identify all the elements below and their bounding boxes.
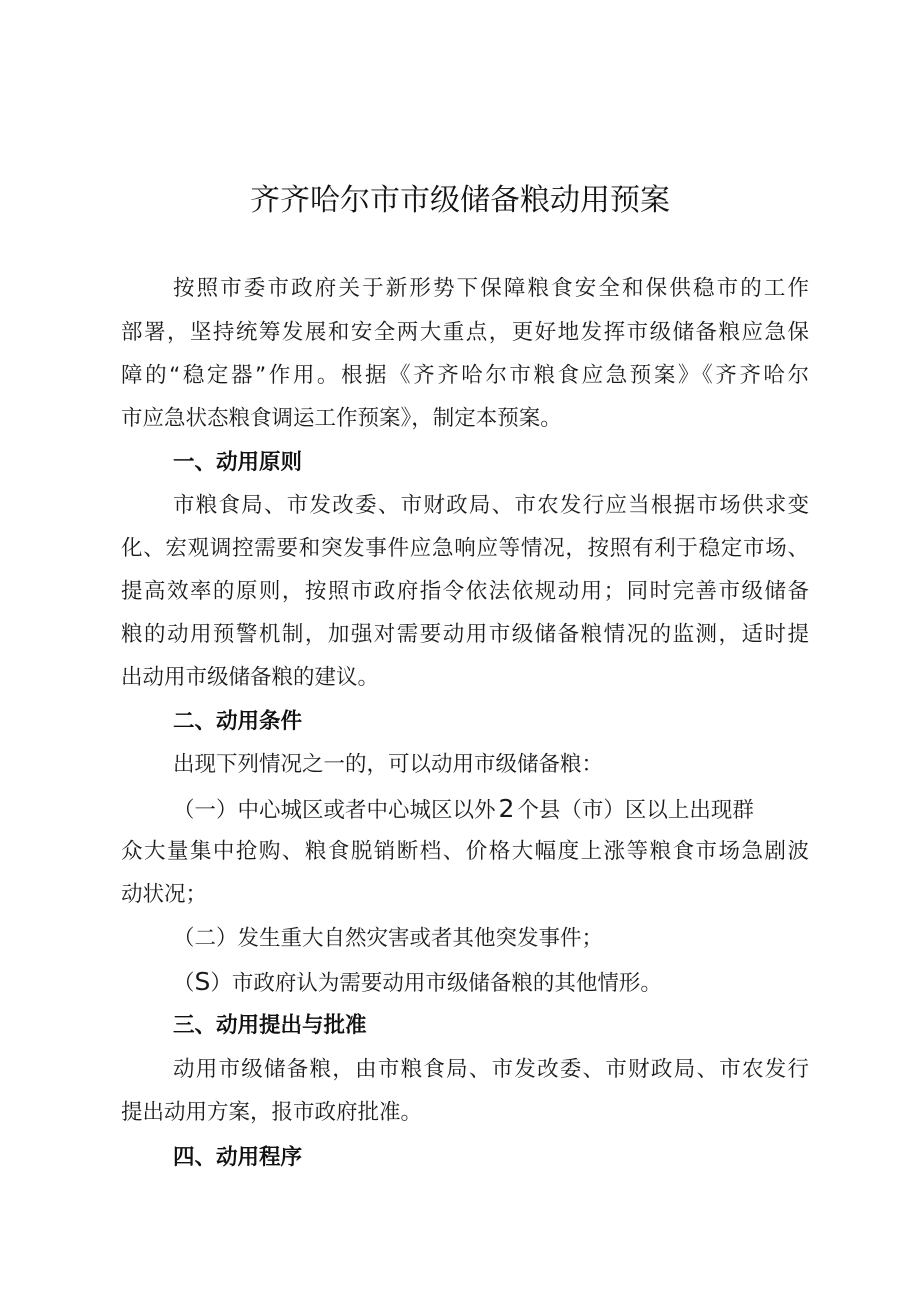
condition-item-3: [173, 967, 662, 999]
condition-item-3-open: （: [173, 971, 195, 996]
section-heading-procedure: 四、动用程序: [173, 1145, 303, 1170]
section-heading-approval: 三、动用提出与批准: [173, 1013, 367, 1038]
principles-line-5: 出动用市级储备粮的建议。: [121, 665, 380, 690]
condition-item-1-line-3: 动状况；: [121, 882, 208, 907]
section-heading-principles: 一、动用原则: [173, 450, 303, 475]
section-heading-conditions: 二、动用条件: [173, 709, 303, 734]
document-title: 齐齐哈尔市市级储备粮动用预案: [250, 183, 670, 218]
principles-line-2: 化、宏观调控需要和突发事件应急响应等情况，按照有利于稳定市场、: [121, 536, 809, 561]
intro-line-1: 按照市委市政府关于新形势下保障粮食安全和保供稳市的工作: [173, 276, 809, 301]
condition-item-1-suffix: 个县（市）区以上出现群: [517, 798, 754, 823]
conditions-lead: 出现下列情况之一的，可以动用市级储备粮：: [173, 752, 604, 777]
condition-item-1-line-2: 众大量集中抢购、粮食脱销断档、价格大幅度上涨等粮食市场急剧波: [121, 839, 809, 864]
condition-item-1-number: 2: [498, 794, 515, 823]
principles-line-3: 提高效率的原则，按照市政府指令依法依规动用；同时完善市级储备: [121, 579, 809, 604]
principles-line-4: 粮的动用预警机制，加强对需要动用市级储备粮情况的监测，适时提: [121, 622, 809, 647]
principles-line-1: 市粮食局、市发改委、市财政局、市农发行应当根据市场供求变: [173, 493, 809, 518]
intro-line-2: 部署，坚持统筹发展和安全两大重点，更好地发挥市级储备粮应急保: [121, 320, 809, 345]
intro-line-3: 障的“稳定器”作用。根据《齐齐哈尔市粮食应急预案》《齐齐哈尔: [121, 363, 809, 388]
condition-item-1-line-1: [173, 794, 809, 826]
intro-line-4: 市应急状态粮食调运工作预案》，制定本预案。: [121, 406, 562, 431]
condition-item-1-prefix: （一）中心城区或者中心城区以外: [173, 798, 496, 823]
condition-item-3-mark: S: [194, 967, 211, 996]
condition-item-3-rest: ）市政府认为需要动用市级储备粮的其他情形。: [210, 971, 662, 996]
approval-line-1: 动用市级储备粮，由市粮食局、市发改委、市财政局、市农发行: [173, 1057, 809, 1082]
approval-line-2: 提出动用方案，报市政府批准。: [121, 1100, 423, 1125]
condition-item-2: （二）发生重大自然灾害或者其他突发事件；: [173, 926, 604, 951]
